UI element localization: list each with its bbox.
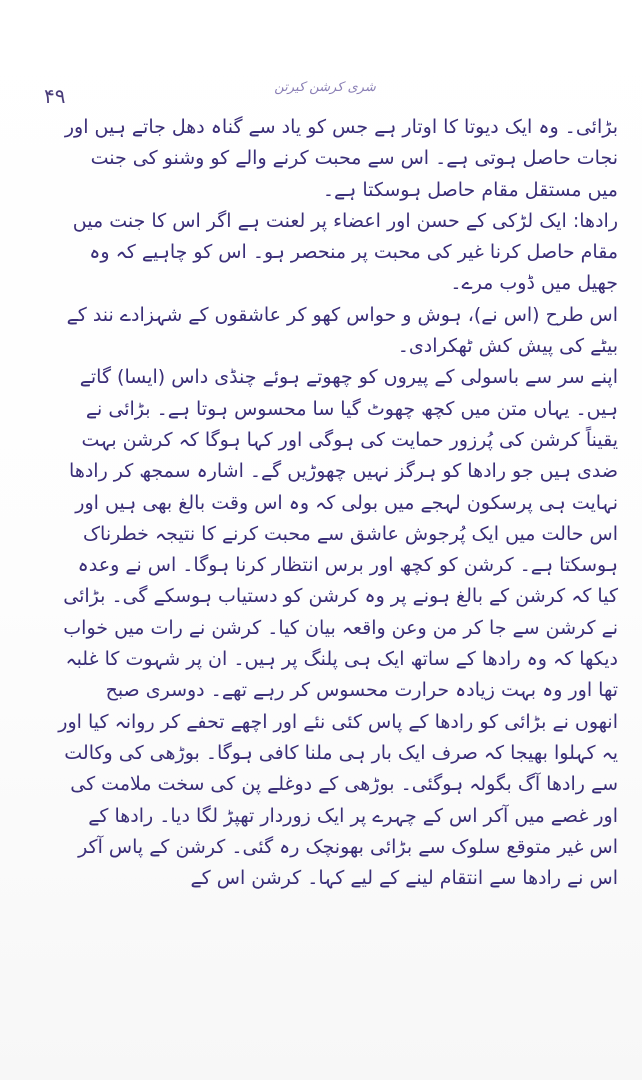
running-title: شری کرشن کیرتن: [274, 80, 376, 95]
page-number: ۴۹: [44, 84, 66, 108]
paragraph: بڑائی۔ وہ ایک دیوتا کا اوتار ہے جس کو یاد سے گناہ دھل جاتے ہیں اور نجات حاصل ہوتی ہے۔ اس سے محبت کرنے والے کو وشنو کی جنت میں مستقل مقام حاصل ہوسکتا ہے۔: [64, 116, 618, 201]
paragraph: اپنے سر سے باسولی کے پیروں کو چھوتے ہوئے چنڈی داس (ایسا) گاتے ہیں۔ یہاں متن میں کچھ چھوٹ گیا سا محسوس ہوتا ہے۔ بڑائی نے یقیناً کرشن کی پُرزور حمایت کی ہوگی اور کہا ہوگا کہ کرشن بہت ضدی ہیں جو رادھا کو ہرگز نہیں چھوڑیں گے۔ اشارہ سمجھ کر رادھا نہایت ہی پرسکون لہجے میں بولی کہ وہ اس وقت بالغ بھی ہیں اور اس حالت میں ایک پُرجوش عاشق سے محبت کرنے کا نتیجہ خطرناک ہوسکتا ہے۔ کرشن کو کچھ اور برس انتظار کرنا ہوگا۔ اس نے وعدہ کیا کہ کرشن کے بالغ ہونے پر وہ کرشن کو دستیاب ہوسکے گی۔ بڑائی نے کرشن سے جا کر من وعن واقعہ بیان کیا۔ کرشن نے رات میں خواب دیکھا کہ وہ رادھا کے ساتھ ایک ہی پلنگ پر ہیں۔ ان پر شہوت کا غلبہ تھا اور وہ بہت زیادہ حرارت محسوس کر رہے تھے۔ دوسری صبح انھوں نے بڑائی کو رادھا کے پاس کئی نئے اور اچھے تحفے کر روانہ کیا اور یہ کہلوا بھیجا کہ صرف ایک بار ہی ملنا کافی ہوگا۔ بوڑھی کی وکالت سے رادھا آگ بگولہ ہوگئی۔ بوڑھی کے دوغلے پن کی سخت ملامت کی اور غصے میں آکر اس کے چہرے پر ایک زوردار تھپڑ لگا دیا۔ رادھا کے اس غیر متوقع سلوک سے بڑائی بھونچک رہ گئی۔ کرشن کے پاس آکر اس نے رادھا سے انتقام لینے کے لیے کہا۔ کرشن اس کے: [58, 366, 618, 890]
page-header: [0, 58, 642, 108]
body-text: [58, 112, 618, 894]
paragraph: اس طرح (اس نے)، ہوش و حواس کھو کر عاشقوں کے شہزادے نند کے بیٹے کی پیش کش ٹھکرادی۔: [66, 303, 618, 358]
paragraph: رادھا: ایک لڑکی کے حسن اور اعضاء پر لعنت ہے اگر اس کا جنت میں مقام حاصل کرنا غیر کی محبت پر منحصر ہو۔ اس کو چاہیے کہ وہ جھیل میں ڈوب مرے۔: [72, 209, 618, 295]
